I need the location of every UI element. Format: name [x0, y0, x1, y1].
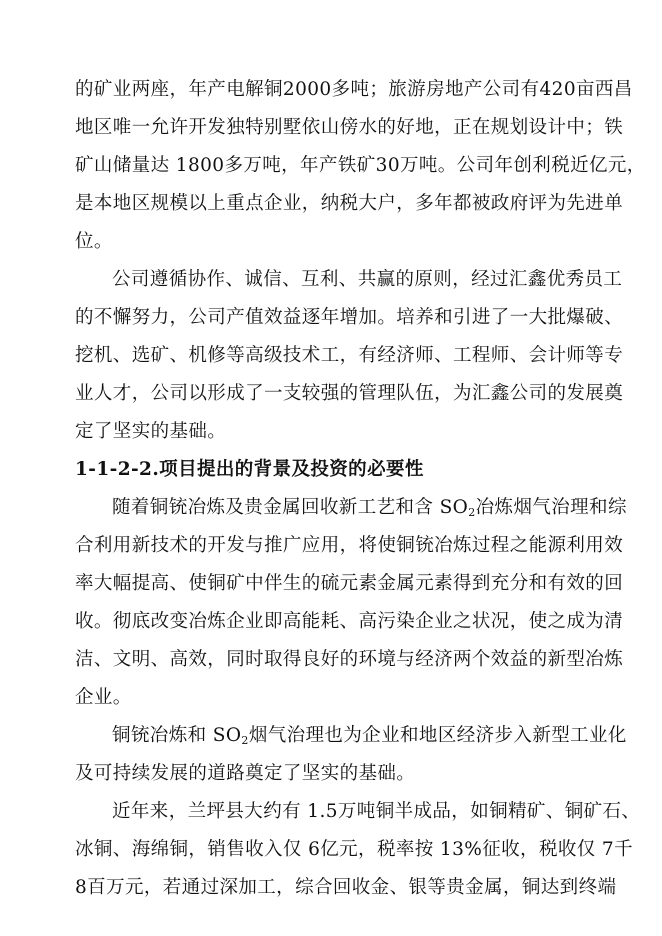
paragraph-1-line-5: 位。: [75, 231, 113, 252]
paragraph-3-line-4: 收。彻底改变冶炼企业即高能耗、高污染企业之状况，使之成为清: [75, 611, 624, 632]
paragraph-3-line-3: 率大幅提高、使铜矿中伴生的硫元素金属元素得到充分和有效的回: [75, 573, 624, 594]
paragraph-1-line-4: 是本地区规模以上重点企业，纳税大户，多年都被政府评为先进单: [75, 193, 624, 214]
paragraph-4-line-1-end: 烟气治理也为企业和地区经济步入新型工业化: [248, 725, 627, 746]
paragraph-2-line-1: 公司遵循协作、诚信、互利、共赢的原则，经过汇鑫优秀员工: [112, 269, 623, 290]
paragraph-5-line-1: 近年来，兰坪县大约有 1.5万吨铜半成品，如铜精矿、铜矿石、: [112, 801, 641, 822]
paragraph-4-line-1-start: 铜铳冶炼和 SO: [112, 725, 242, 746]
paragraph-5-line-2: 冰铜、海绵铜，销售收入仅 6亿元，税率按 13%征收，税收仅 7千: [75, 839, 634, 860]
paragraph-2-line-3: 挖机、选矿、机修等高级技术工，有经济师、工程师、会计师等专: [75, 345, 624, 366]
so2-subscript: 2: [468, 506, 476, 519]
paragraph-3-line-1: [112, 496, 632, 520]
paragraph-2-line-5: 定了坚实的基础。: [75, 421, 227, 442]
paragraph-3-line-1-end: 冶炼烟气治理和综: [475, 497, 627, 518]
paragraph-5-line-3: 8百万元，若通过深加工，综合回收金、银等贵金属，铜达到终端: [75, 877, 617, 898]
so2-subscript: 2: [241, 734, 249, 747]
paragraph-1-line-2: 地区唯一允许开发独特别墅依山傍水的好地，正在规划设计中；铁: [75, 117, 624, 138]
paragraph-2-line-4: 业人才，公司以形成了一支较强的管理队伍，为汇鑫公司的发展奠: [75, 383, 624, 404]
paragraph-1-line-1: 的矿业两座，年产电解铜2000多吨；旅游房地产公司有420亩西昌: [75, 79, 633, 100]
paragraph-1-line-3: 矿山储量达 1800多万吨，年产铁矿30万吨。公司年创利税近亿元，: [75, 155, 646, 176]
section-heading: 1-1-2-2.项目提出的背景及投资的必要性: [75, 459, 424, 480]
paragraph-3-line-6: 企业。: [75, 687, 132, 708]
paragraph-3-line-1-start: 随着铜铳冶炼及贵金属回收新工艺和含 SO: [112, 497, 469, 518]
paragraph-4-line-2: 及可持续发展的道路奠定了坚实的基础。: [75, 763, 416, 784]
paragraph-3-line-2: 合利用新技术的开发与推广应用，将使铜铳冶炼过程之能源利用效: [75, 535, 624, 556]
paragraph-4-line-1: [112, 724, 632, 748]
paragraph-3-line-5: 洁、文明、高效，同时取得良好的环境与经济两个效益的新型冶炼: [75, 649, 624, 670]
paragraph-2-line-2: 的不懈努力，公司产值效益逐年增加。培养和引进了一大批爆破、: [75, 307, 624, 328]
